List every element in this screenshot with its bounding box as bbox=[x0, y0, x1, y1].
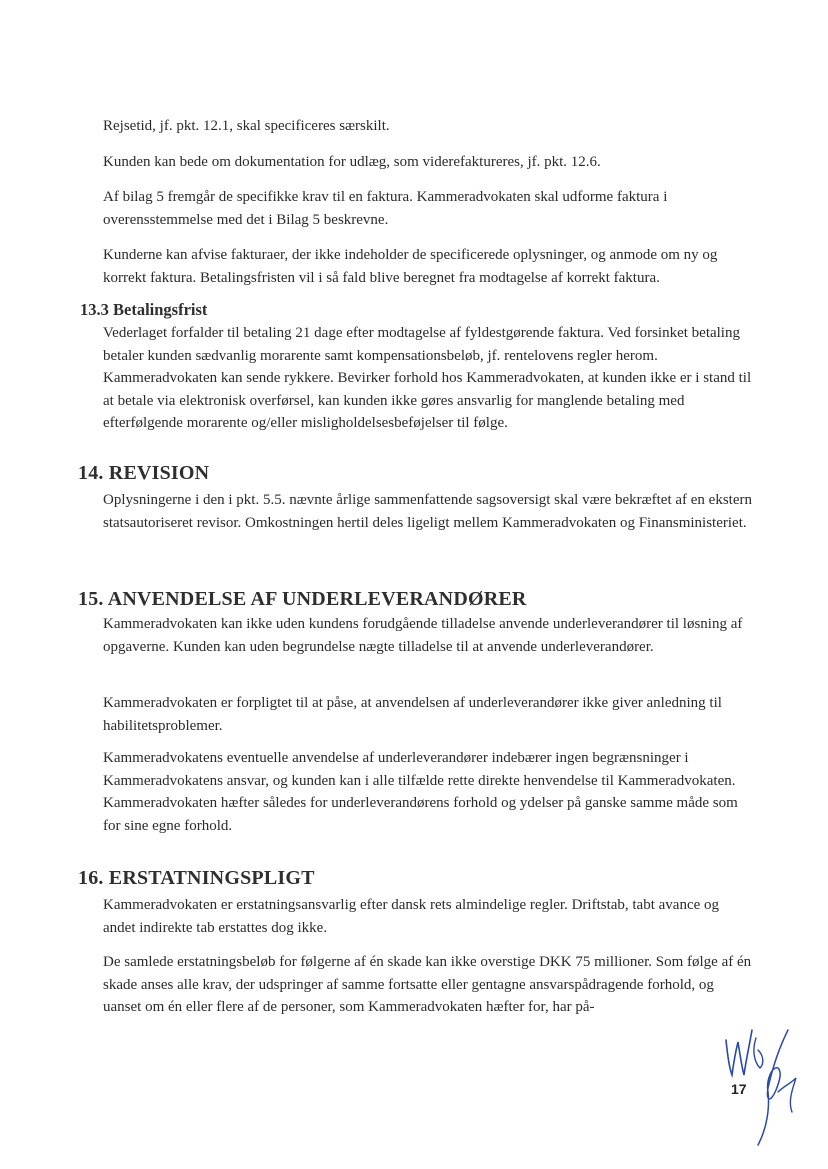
paragraph-travel-time: Rejsetid, jf. pkt. 12.1, skal specificeres særskilt. bbox=[103, 118, 390, 134]
section-heading-16: 16. ERSTATNINGSPLIGT bbox=[78, 867, 315, 889]
section-heading-15: 15. ANVENDELSE AF UNDERLEVERANDØRER bbox=[78, 588, 527, 610]
paragraph-invoice-requirements: Af bilag 5 fremgår de specifikke krav til en faktura. Kammeradvokaten skal udforme faktura i overensstemmelse med det i Bilag 5 beskrevne. bbox=[103, 189, 668, 228]
paragraph-reject-invoices: Kunderne kan afvise fakturaer, der ikke indeholder de specificerede oplysninger, og anmode om ny og korrekt faktura. Betalingsfristen vil i så fald blive beregnet fra modtagelse af korrekt faktura. bbox=[103, 247, 718, 286]
paragraph-documentation: Kunden kan bede om dokumentation for udlæg, som viderefaktureres, jf. pkt. 12.6. bbox=[103, 154, 601, 170]
section-body-15-b: Kammeradvokaten er forpligtet til at påse, at anvendelsen af underleverandører ikke giver anledning til habilitetsproblemer. bbox=[103, 695, 722, 734]
section-body-16-a: Kammeradvokaten er erstatningsansvarlig efter dansk rets almindelige regler. Driftstab, tabt avance og andet indirekte tab erstattes dog ikke. bbox=[103, 897, 720, 936]
section-heading-13-3: 13.3 Betalingsfrist bbox=[80, 300, 208, 319]
section-heading-14: 14. REVISION bbox=[78, 462, 210, 484]
section-body-14: Oplysningerne i den i pkt. 5.5. nævnte årlige sammenfattende sagsoversigt skal være bekræftet af en ekstern statsautoriseret revisor. Omkostningen hertil deles ligeligt mellem Kammeradvokaten og Finansministeriet. bbox=[103, 492, 752, 531]
section-body-16-b: De samlede erstatningsbeløb for følgerne af én skade kan ikke overstige DKK 75 millioner. Som følge af én skade anses alle krav, der udspringer af samme fortsatte eller gentagne ansvarspådragende forhold, og uanset om én eller flere af de personer, som Kammeradvokaten hæfter for, har på- bbox=[103, 954, 752, 1015]
section-body-13-3: Vederlaget forfalder til betaling 21 dage efter modtagelse af fyldestgørende faktura. Ved forsinket betaling betaler kunden sædvanlig morarente samt kompensationsbeløb, jf. rentelovens regler herom. Kammeradvokaten kan sende rykkere. Bevirker forhold hos Kammeradvokaten, at kunden ikke er i stand til at betale via elektronisk overførsel, kan kunden ikke gøres ansvarlig for manglende betaling med efterfølgende morarente og/eller misligholdelsesbeføjelser til følge. bbox=[103, 325, 752, 431]
page-number: 17 bbox=[731, 1081, 747, 1097]
section-body-15-a: Kammeradvokaten kan ikke uden kundens forudgående tilladelse anvende underleverandører til løsning af opgaverne. Kunden kan uden begrundelse nægte tilladelse til at anvende underleverandører. bbox=[103, 616, 743, 655]
section-body-15-c: Kammeradvokatens eventuelle anvendelse af underleverandører indebærer ingen begrænsninger i Kammeradvokatens ansvar, og kunden kan i alle tilfælde rette direkte henvendelse til Kammeradvokaten. Kammeradvokaten hæfter således for underleverandørens forhold og ydelser på ganske samme måde som for sine egne forhold. bbox=[103, 750, 738, 834]
